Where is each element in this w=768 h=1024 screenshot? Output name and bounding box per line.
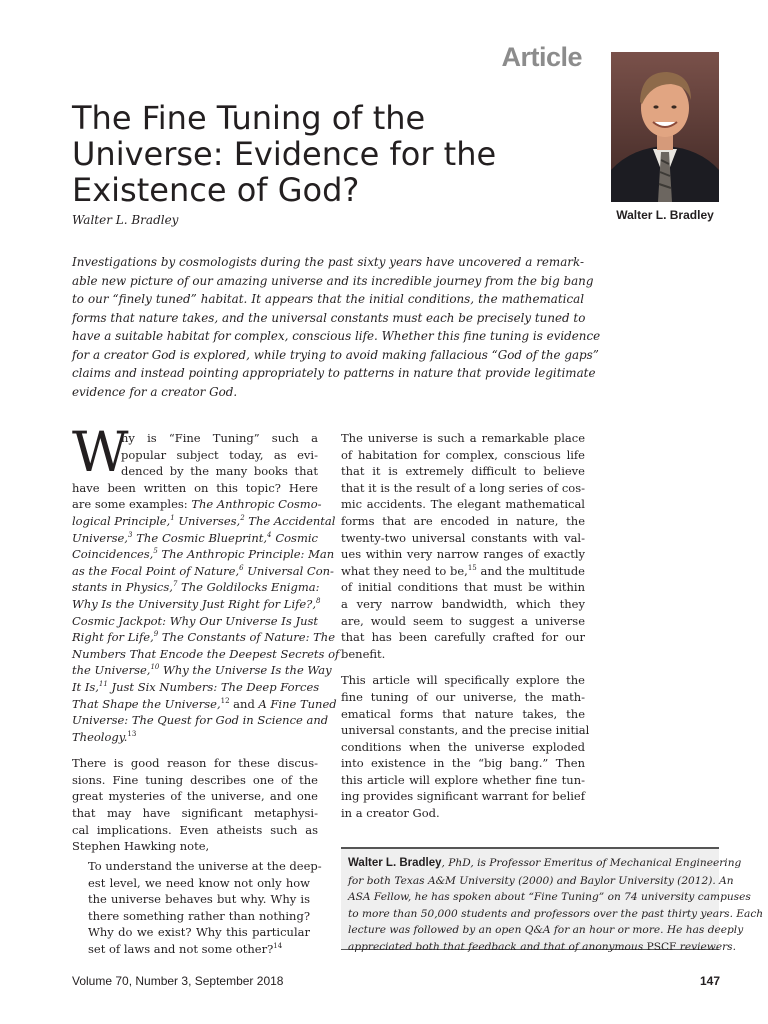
issue-info: Volume 70, Number 3, September 2018 <box>72 974 284 988</box>
text-line <box>72 513 336 530</box>
text-line: have been written on this topic? Here <box>72 480 318 495</box>
text-line: this article will explore whether fine tun- <box>341 772 585 787</box>
text-line: a very narrow bandwidth, which they <box>341 596 585 611</box>
book-title: Right for Life, <box>72 630 154 645</box>
book-title: Theology. <box>72 729 128 744</box>
text-line: There is good reason for these discus- <box>72 756 318 771</box>
text-line: forms that are encoded in nature, the <box>341 513 585 528</box>
book-title: The Goldilocks Enigma: <box>177 580 320 595</box>
quote-line: To understand the universe at the deep- <box>88 859 322 873</box>
author-portrait-image <box>611 52 719 202</box>
bio-text: reviewers. <box>676 940 736 953</box>
book-title: The Cosmic Blueprint, <box>132 530 268 545</box>
text-line <box>72 596 321 613</box>
text-line: denced by the many books that <box>121 464 318 479</box>
book-title: as the Focal Point of Nature, <box>72 563 240 578</box>
footnote-ref: 5 <box>153 547 158 556</box>
text-line <box>72 679 318 696</box>
book-title: A Fine Tuned <box>258 696 337 711</box>
bio-line: lecture was followed by an open Q&A for an hour or more. He has deeply <box>348 924 744 937</box>
text-line: that may have significant metaphysi- <box>72 806 318 821</box>
text-line: benefit. <box>341 646 386 661</box>
text-line <box>72 729 318 746</box>
text-line: This article will specifically explore the <box>341 673 585 688</box>
text-line: sions. Fine tuning describes one of the <box>72 772 318 787</box>
abstract-line: for a creator God is explored, while trying to avoid making fallacious “God of the gaps” <box>72 347 599 362</box>
text-line: ematical forms that nature takes, the <box>341 706 585 721</box>
text-line: popular subject today, as evi- <box>121 447 318 462</box>
text-line: great mysteries of the universe, and one <box>72 789 318 804</box>
bio-author-name: Walter L. Bradley <box>348 857 442 869</box>
body-column-right <box>341 430 590 822</box>
text-line <box>72 496 322 513</box>
paragraph <box>72 755 318 855</box>
abstract-line: forms that nature takes, and the universal constants must each be precisely tuned to <box>72 310 586 325</box>
footnote-ref: 1 <box>170 514 175 523</box>
drop-cap: W <box>72 420 129 484</box>
book-title: Why the Universe Is the Way <box>159 663 332 678</box>
author-photo <box>611 52 719 202</box>
quote-line: there something rather than nothing? <box>88 908 310 923</box>
book-title: The Anthropic Cosmo- <box>191 497 322 512</box>
title-line: Existence of God? <box>72 171 360 209</box>
footnote-ref: 4 <box>267 530 272 539</box>
author-bio <box>348 855 764 956</box>
footnote-ref: 10 <box>150 663 160 672</box>
bio-line <box>348 939 736 956</box>
footnote-ref: 3 <box>127 530 133 539</box>
footnote-ref: 6 <box>239 563 244 572</box>
text-line: are, would seem to suggest a universe <box>341 613 585 628</box>
book-title: the Universe, <box>72 663 151 678</box>
bio-text: appreciated both that feedback and that of anonymous <box>348 940 647 953</box>
title-line: The Fine Tuning of the <box>72 99 426 137</box>
text-line <box>72 662 332 679</box>
text-line: mic accidents. The elegant mathematical <box>341 497 585 512</box>
bio-line <box>348 855 742 873</box>
text-line: in a creator God. <box>341 806 440 821</box>
abstract <box>72 253 601 401</box>
quote-line: the universe behaves but why. Why is <box>88 892 310 907</box>
book-title: Universes, <box>174 513 241 528</box>
text-line: ing provides significant warrant for belief <box>341 789 585 804</box>
book-title: Universal Con- <box>243 563 334 578</box>
abstract-line: to our “finely tuned” habitat. It appears that the initial conditions, the mathematical <box>72 292 584 306</box>
text-line: universal constants, and the precise initial <box>341 723 590 738</box>
quote-text: set of laws and not some other? <box>88 941 274 956</box>
book-title: Why Is the University Just Right for Life?, <box>72 596 317 611</box>
footnote-ref: 8 <box>316 597 321 606</box>
bio-line: ASA Fellow, he has spoken about “Fine Tuning” on 74 university campuses <box>348 891 751 904</box>
book-title: It Is, <box>72 679 99 694</box>
paragraph <box>341 430 585 662</box>
text-line: of initial conditions that must be within <box>341 580 585 595</box>
footnote-ref: 11 <box>98 680 108 689</box>
footnote-ref: 9 <box>153 630 159 639</box>
author-photo-caption: Walter L. Bradley <box>616 208 714 222</box>
text-line: hy is “Fine Tuning” such a <box>121 431 318 445</box>
text-line: Cosmic Jackpot: Why Our Universe Is Just <box>72 613 318 628</box>
book-title: The Constants of Nature: The <box>158 630 336 645</box>
author-byline: Walter L. Bradley <box>72 213 179 227</box>
quote-line: Why do we exist? Why this particular <box>88 925 310 940</box>
quote-line <box>88 941 310 958</box>
text-line: ues within very narrow ranges of exactly <box>341 547 585 562</box>
text-line: Numbers That Encode the Deepest Secrets of <box>72 646 340 661</box>
abstract-line: claims and instead pointing appropriately to patterns in nature that provide legitimate <box>72 366 596 380</box>
text: and <box>229 696 259 711</box>
block-quote <box>88 858 322 958</box>
text-line: fine tuning of our universe, the math- <box>341 689 585 704</box>
bio-line: to more than 50,000 students and professors over the past thirty years. Each <box>348 907 764 920</box>
section-label: Article <box>501 42 582 72</box>
text-line: Stephen Hawking note, <box>72 839 210 854</box>
book-title: Cosmic <box>271 530 318 545</box>
paragraph <box>341 672 590 821</box>
text: what they need to be, <box>341 563 468 578</box>
book-title: stants in Physics, <box>72 580 173 595</box>
book-title: That Shape the Universe, <box>72 696 221 711</box>
text: and the multitude <box>476 563 585 578</box>
footnote-ref: 13 <box>127 729 137 738</box>
text-line: into existence in the “big bang.” Then <box>341 756 585 771</box>
footnote-ref: 2 <box>240 514 245 523</box>
text-line: of habitation for complex, conscious life <box>341 447 585 462</box>
text-line <box>72 696 337 713</box>
book-title: Just Six Numbers: The Deep Forces <box>107 679 320 694</box>
footnote-ref: 7 <box>172 580 178 589</box>
text-line: Universe: The Quest for God in Science and <box>72 713 329 728</box>
abstract-line: Investigations by cosmologists during the past sixty years have uncovered a remark- <box>72 255 584 269</box>
book-title: Universe, <box>72 530 128 545</box>
text-line: that has been carefully crafted for our <box>341 630 585 645</box>
text-line <box>72 530 318 547</box>
footnote-ref: 14 <box>273 942 283 951</box>
footnote-ref: 15 <box>467 563 477 572</box>
journal-abbrev: PSCF <box>646 940 677 953</box>
page-number: 147 <box>699 974 720 988</box>
text-line <box>72 563 334 580</box>
text-line: The universe is such a remarkable place <box>341 431 585 445</box>
text-line: conditions when the universe exploded <box>341 739 585 754</box>
bio-line: for both Texas A&M University (2000) and Baylor University (2012). An <box>348 874 734 887</box>
book-title: The Accidental <box>244 513 336 528</box>
book-title: logical Principle, <box>72 513 171 528</box>
text-line: that it is the result of a long series of cos- <box>341 480 585 495</box>
bio-text: , PhD, is Professor Emeritus of Mechanical Engineering <box>441 857 742 869</box>
text-line: cal implications. Even atheists such as <box>72 822 318 837</box>
text-line <box>341 563 585 580</box>
footnote-ref: 12 <box>220 696 230 705</box>
article-title <box>72 100 592 208</box>
abstract-line: evidence for a creator God. <box>72 384 238 399</box>
text-line <box>72 546 335 563</box>
paragraph <box>72 430 340 745</box>
text-line <box>72 579 318 596</box>
abstract-line: have a suitable habitat for complex, conscious life. Whether this fine tuning is evidence <box>72 329 601 343</box>
text-line: that it is extremely difficult to believe <box>341 464 585 479</box>
quote-line: est level, we need know not only how <box>88 875 310 890</box>
book-title: The Anthropic Principle: Man <box>157 547 335 562</box>
text: are some examples: <box>72 497 192 512</box>
text-line <box>72 629 336 646</box>
text-line: twenty-two universal constants with val- <box>341 530 585 545</box>
abstract-line: able new picture of our amazing universe and its incredible journey from the big bang <box>72 273 594 288</box>
title-line: Universe: Evidence for the <box>72 135 497 173</box>
body-column-left <box>72 430 340 855</box>
book-title: Coincidences, <box>72 547 154 562</box>
